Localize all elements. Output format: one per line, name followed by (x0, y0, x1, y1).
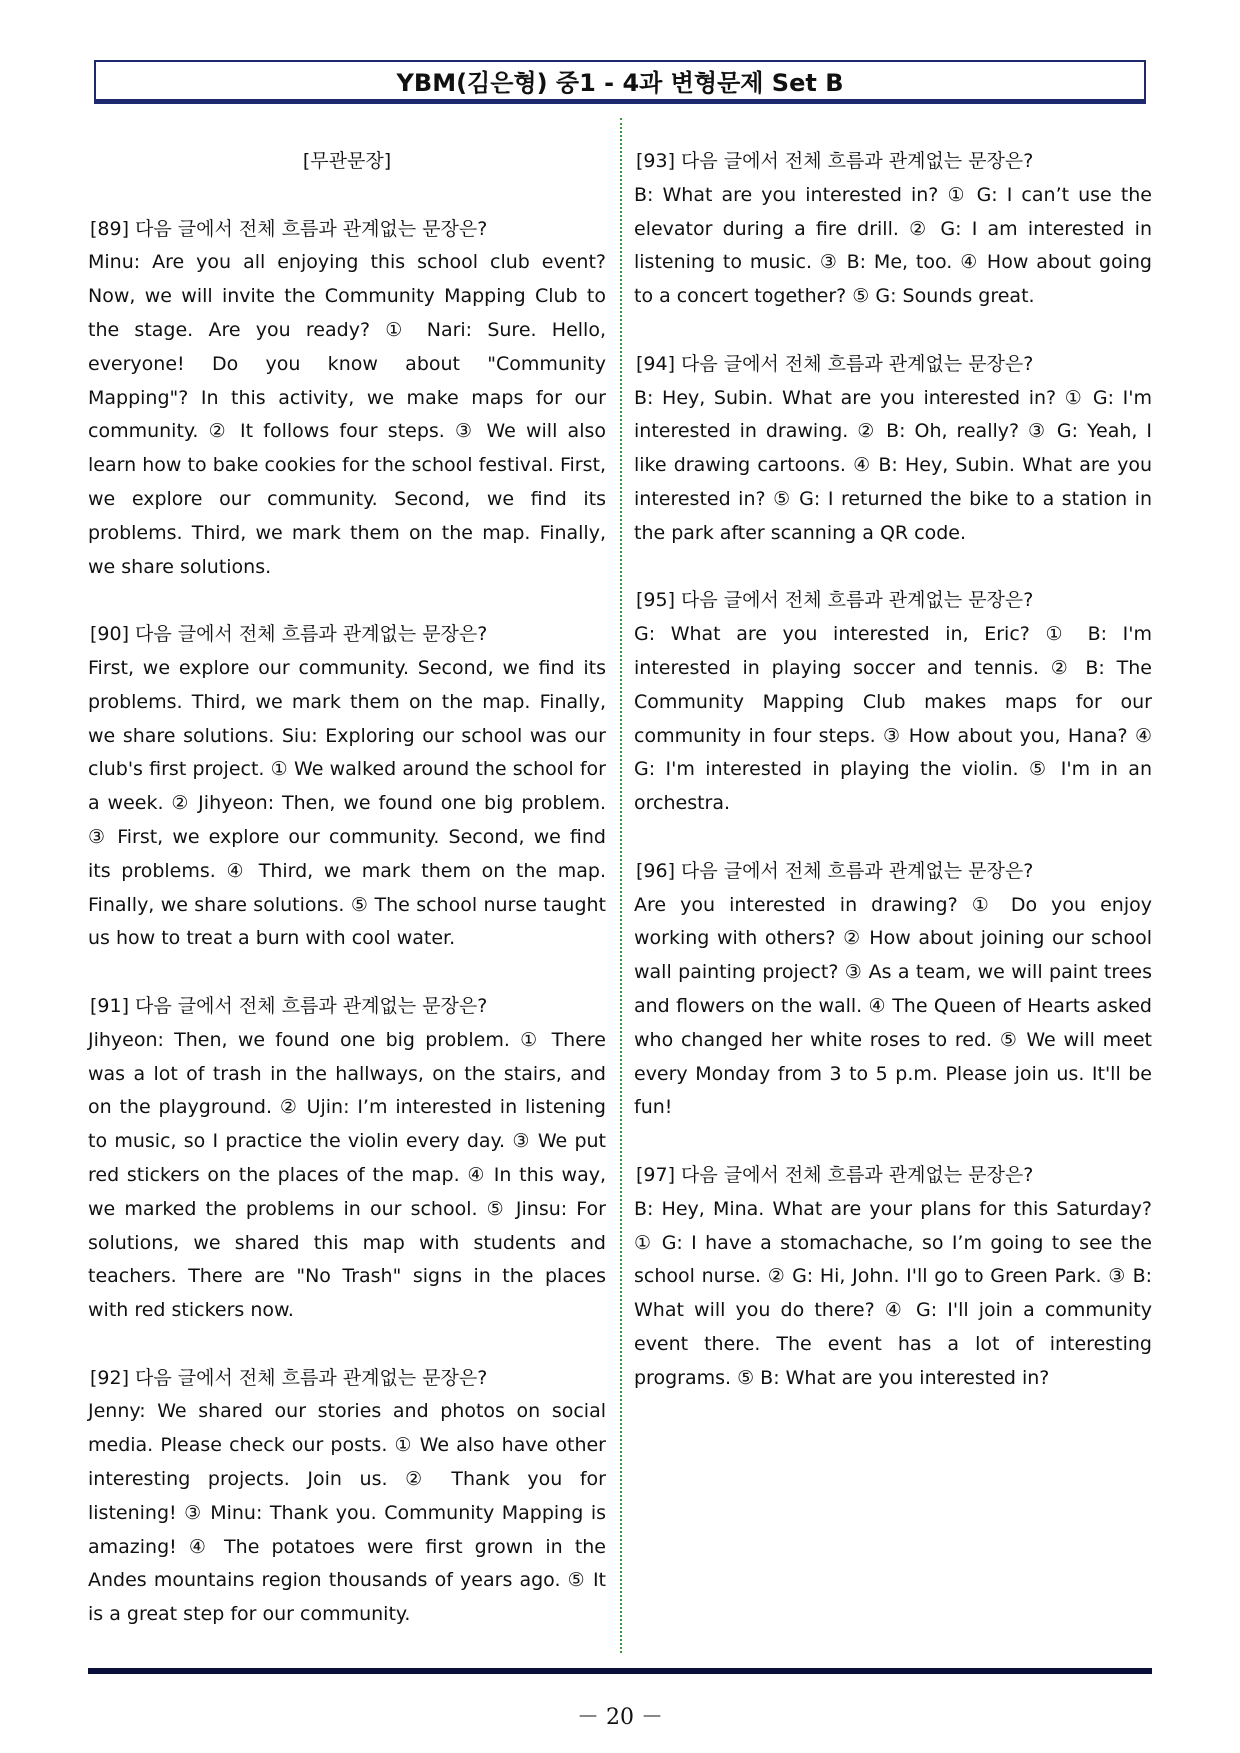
page-title: YBM(김은형) 중1 - 4과 변형문제 Set B (396, 69, 844, 97)
question-97 (634, 1159, 1152, 1396)
question-text: First, we explore our community. Second, we find its problems. Third, we mark them on the map. Finally, we share solutions. Siu: Exploring our school was our club's first project. ① We walked around the school for a week. ② Jihyeon: Then, we found one big problem. ③ First, we explore our community. Second, we find its problems. ④ Third, we mark them on the map. Finally, we share solutions. ⑤ The school nurse taught us how to treat a burn with cool water. (88, 656, 606, 950)
question-text: B: Hey, Mina. What are your plans for this Saturday? ① G: I have a stomachache, so I’m going to see the school nurse. ② G: Hi, John. I'll go to Green Park. ③ B: What will you do there? ④ G: I'll join a community event there. The event has a lot of interesting programs. ⑤ B: What are you interested in? (634, 1197, 1152, 1389)
question-heading: [89] 다음 글에서 전체 흐름과 관계없는 문장은? (90, 217, 488, 240)
question-text: Minu: Are you all enjoying this school club event? Now, we will invite the Community Mapping Club to the stage. Are you ready? ① Nari: Sure. Hello, everyone! Do you know about "Community Mapping"? In this activity, we make maps for our community. ② It follows four steps. ③ We will also learn how to bake cookies for the school festival. First, we explore our community. Second, we find its problems. Third, we mark them on the map. Finally, we share solutions. (88, 251, 606, 578)
question-91 (88, 990, 606, 1328)
question-heading: [97] 다음 글에서 전체 흐름과 관계없는 문장은? (636, 1163, 1034, 1186)
spacer (88, 179, 606, 213)
question-text: B: What are you interested in? ① G: I can’t use the elevator during a fire drill. ② G: I am interested in listening to music. ③ B: Me, too. ④ How about going to a concert together? ⑤ G: Sounds great. (634, 183, 1152, 308)
page-title-box (94, 60, 1146, 104)
question-95 (634, 584, 1152, 821)
right-column (634, 145, 1152, 1429)
question-text: G: What are you interested in, Eric? ① B: I'm interested in playing soccer and tennis. ② B: The Community Mapping Club makes maps for our community in four steps. ③ How about you, Hana? ④ G: I'm interested in playing the violin. ⑤ I'm in an orchestra. (634, 623, 1152, 815)
left-column (88, 145, 606, 1666)
question-heading: [96] 다음 글에서 전체 흐름과 관계없는 문장은? (636, 859, 1034, 882)
question-96 (634, 855, 1152, 1125)
page-number: － 20 － (577, 1705, 663, 1730)
column-divider (620, 118, 622, 1653)
question-93 (634, 145, 1152, 314)
question-heading: [94] 다음 글에서 전체 흐름과 관계없는 문장은? (636, 352, 1034, 375)
question-89 (88, 213, 606, 585)
question-heading: [92] 다음 글에서 전체 흐름과 관계없는 문장은? (90, 1366, 488, 1389)
question-heading: [90] 다음 글에서 전체 흐름과 관계없는 문장은? (90, 623, 488, 646)
question-heading: [93] 다음 글에서 전체 흐름과 관계없는 문장은? (636, 150, 1034, 172)
question-text: Are you interested in drawing? ① Do you enjoy working with others? ② How about joining our school wall painting project? ③ As a team, we will paint trees and flowers on the wall. ④ The Queen of Hearts asked who changed her white roses to red. ⑤ We will meet every Monday from 3 to 5 p.m. Please join us. It'll be fun! (634, 893, 1152, 1119)
question-94 (634, 348, 1152, 551)
question-heading: [95] 다음 글에서 전체 흐름과 관계없는 문장은? (636, 589, 1034, 612)
section-title: [무관문장] (302, 150, 392, 172)
question-text: B: Hey, Subin. What are you interested in? ① G: I'm interested in drawing. ② B: Oh, really? ③ G: Yeah, I like drawing cartoons. ④ B: Hey, Subin. What are you interested in? ⑤ G: I returned the bike to a station in the park after scanning a QR code. (634, 386, 1152, 544)
question-90 (88, 618, 606, 956)
question-heading: [91] 다음 글에서 전체 흐름과 관계없는 문장은? (90, 994, 488, 1017)
footer-rule (88, 1668, 1152, 1674)
question-92 (88, 1362, 606, 1632)
question-text: Jenny: We shared our stories and photos on social media. Please check our posts. ① We also have other interesting projects. Join us. ② Thank you for listening! ③ Minu: Thank you. Community Mapping is amazing! ④ The potatoes were first grown in the Andes mountains region thousands of years ago. ⑤ It is a great step for our community. (88, 1400, 606, 1626)
question-text: Jihyeon: Then, we found one big problem. ① There was a lot of trash in the hallways, on the stairs, and on the playground. ② Ujin: I’m interested in listening to music, so I practice the violin every day. ③ We put red stickers on the places of the map. ④ In this way, we marked the problems in our school. ⑤ Jinsu: For solutions, we shared this map with students and teachers. There are "No Trash" signs in the places with red stickers now. (88, 1028, 606, 1322)
